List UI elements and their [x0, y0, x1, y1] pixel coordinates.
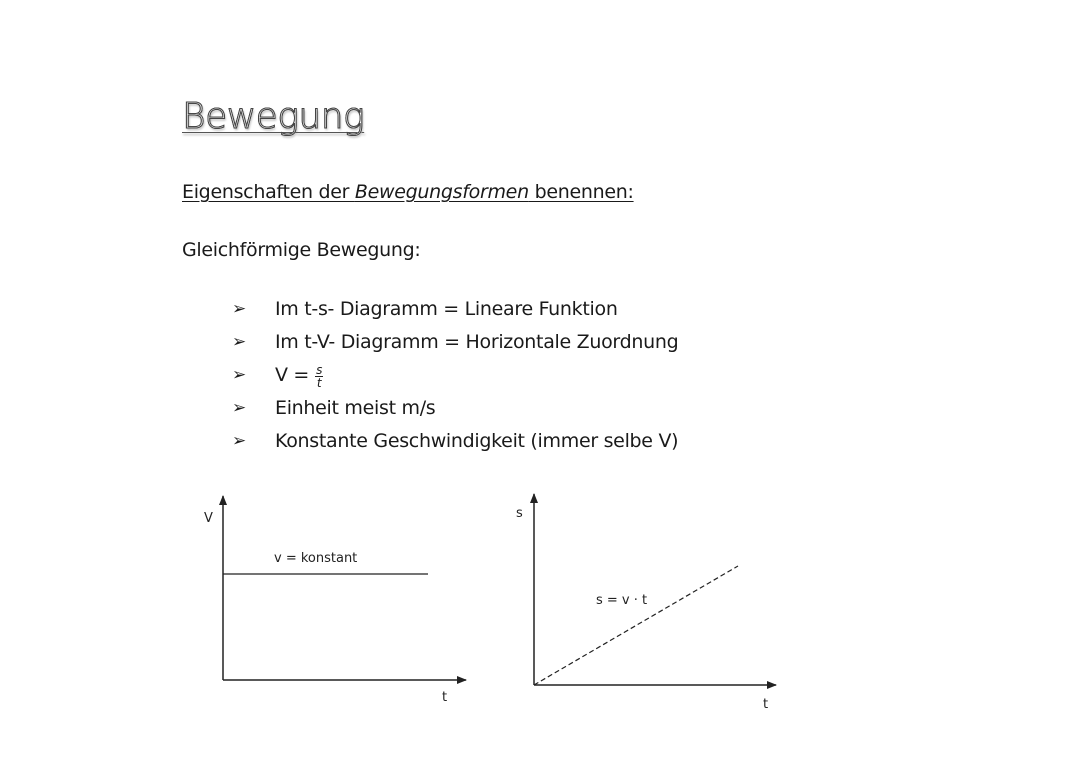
bullet-text: Einheit meist m/s — [275, 397, 436, 419]
ts-linear-line — [534, 566, 738, 685]
ts-y-axis-label: s — [516, 506, 523, 521]
formula-numerator: s — [316, 363, 323, 377]
tv-line-label: v = konstant — [274, 551, 358, 566]
arrow-bullet-icon: ➢ — [232, 398, 246, 418]
section-heading: Gleichförmige Bewegung: — [182, 239, 421, 261]
tv-diagram — [204, 496, 466, 705]
formula-lhs: V = — [275, 364, 310, 386]
ts-x-axis-label: t — [763, 697, 769, 712]
subtitle-prefix: Eigenschaften der — [182, 181, 355, 203]
bullet-text: Im t-s- Diagramm = Lineare Funktion — [275, 298, 618, 320]
ts-diagram — [516, 494, 776, 712]
arrow-bullet-icon: ➢ — [232, 365, 246, 385]
page-title: Bewegung — [182, 96, 365, 137]
arrow-bullet-icon: ➢ — [232, 299, 246, 319]
bullet-text: Konstante Geschwindigkeit (immer selbe V) — [275, 430, 679, 452]
bullet-text: Im t-V- Diagramm = Horizontale Zuordnung — [275, 331, 679, 353]
subtitle-suffix: benennen: — [528, 181, 634, 203]
tv-x-axis-label: t — [442, 690, 448, 705]
arrow-bullet-icon: ➢ — [232, 332, 246, 352]
ts-line-label: s = v · t — [596, 593, 648, 608]
arrow-bullet-icon: ➢ — [232, 431, 246, 451]
formula-denominator: t — [316, 376, 322, 390]
tv-y-axis-label: V — [204, 511, 213, 526]
subtitle-italic: Bewegungsformen — [354, 181, 529, 203]
